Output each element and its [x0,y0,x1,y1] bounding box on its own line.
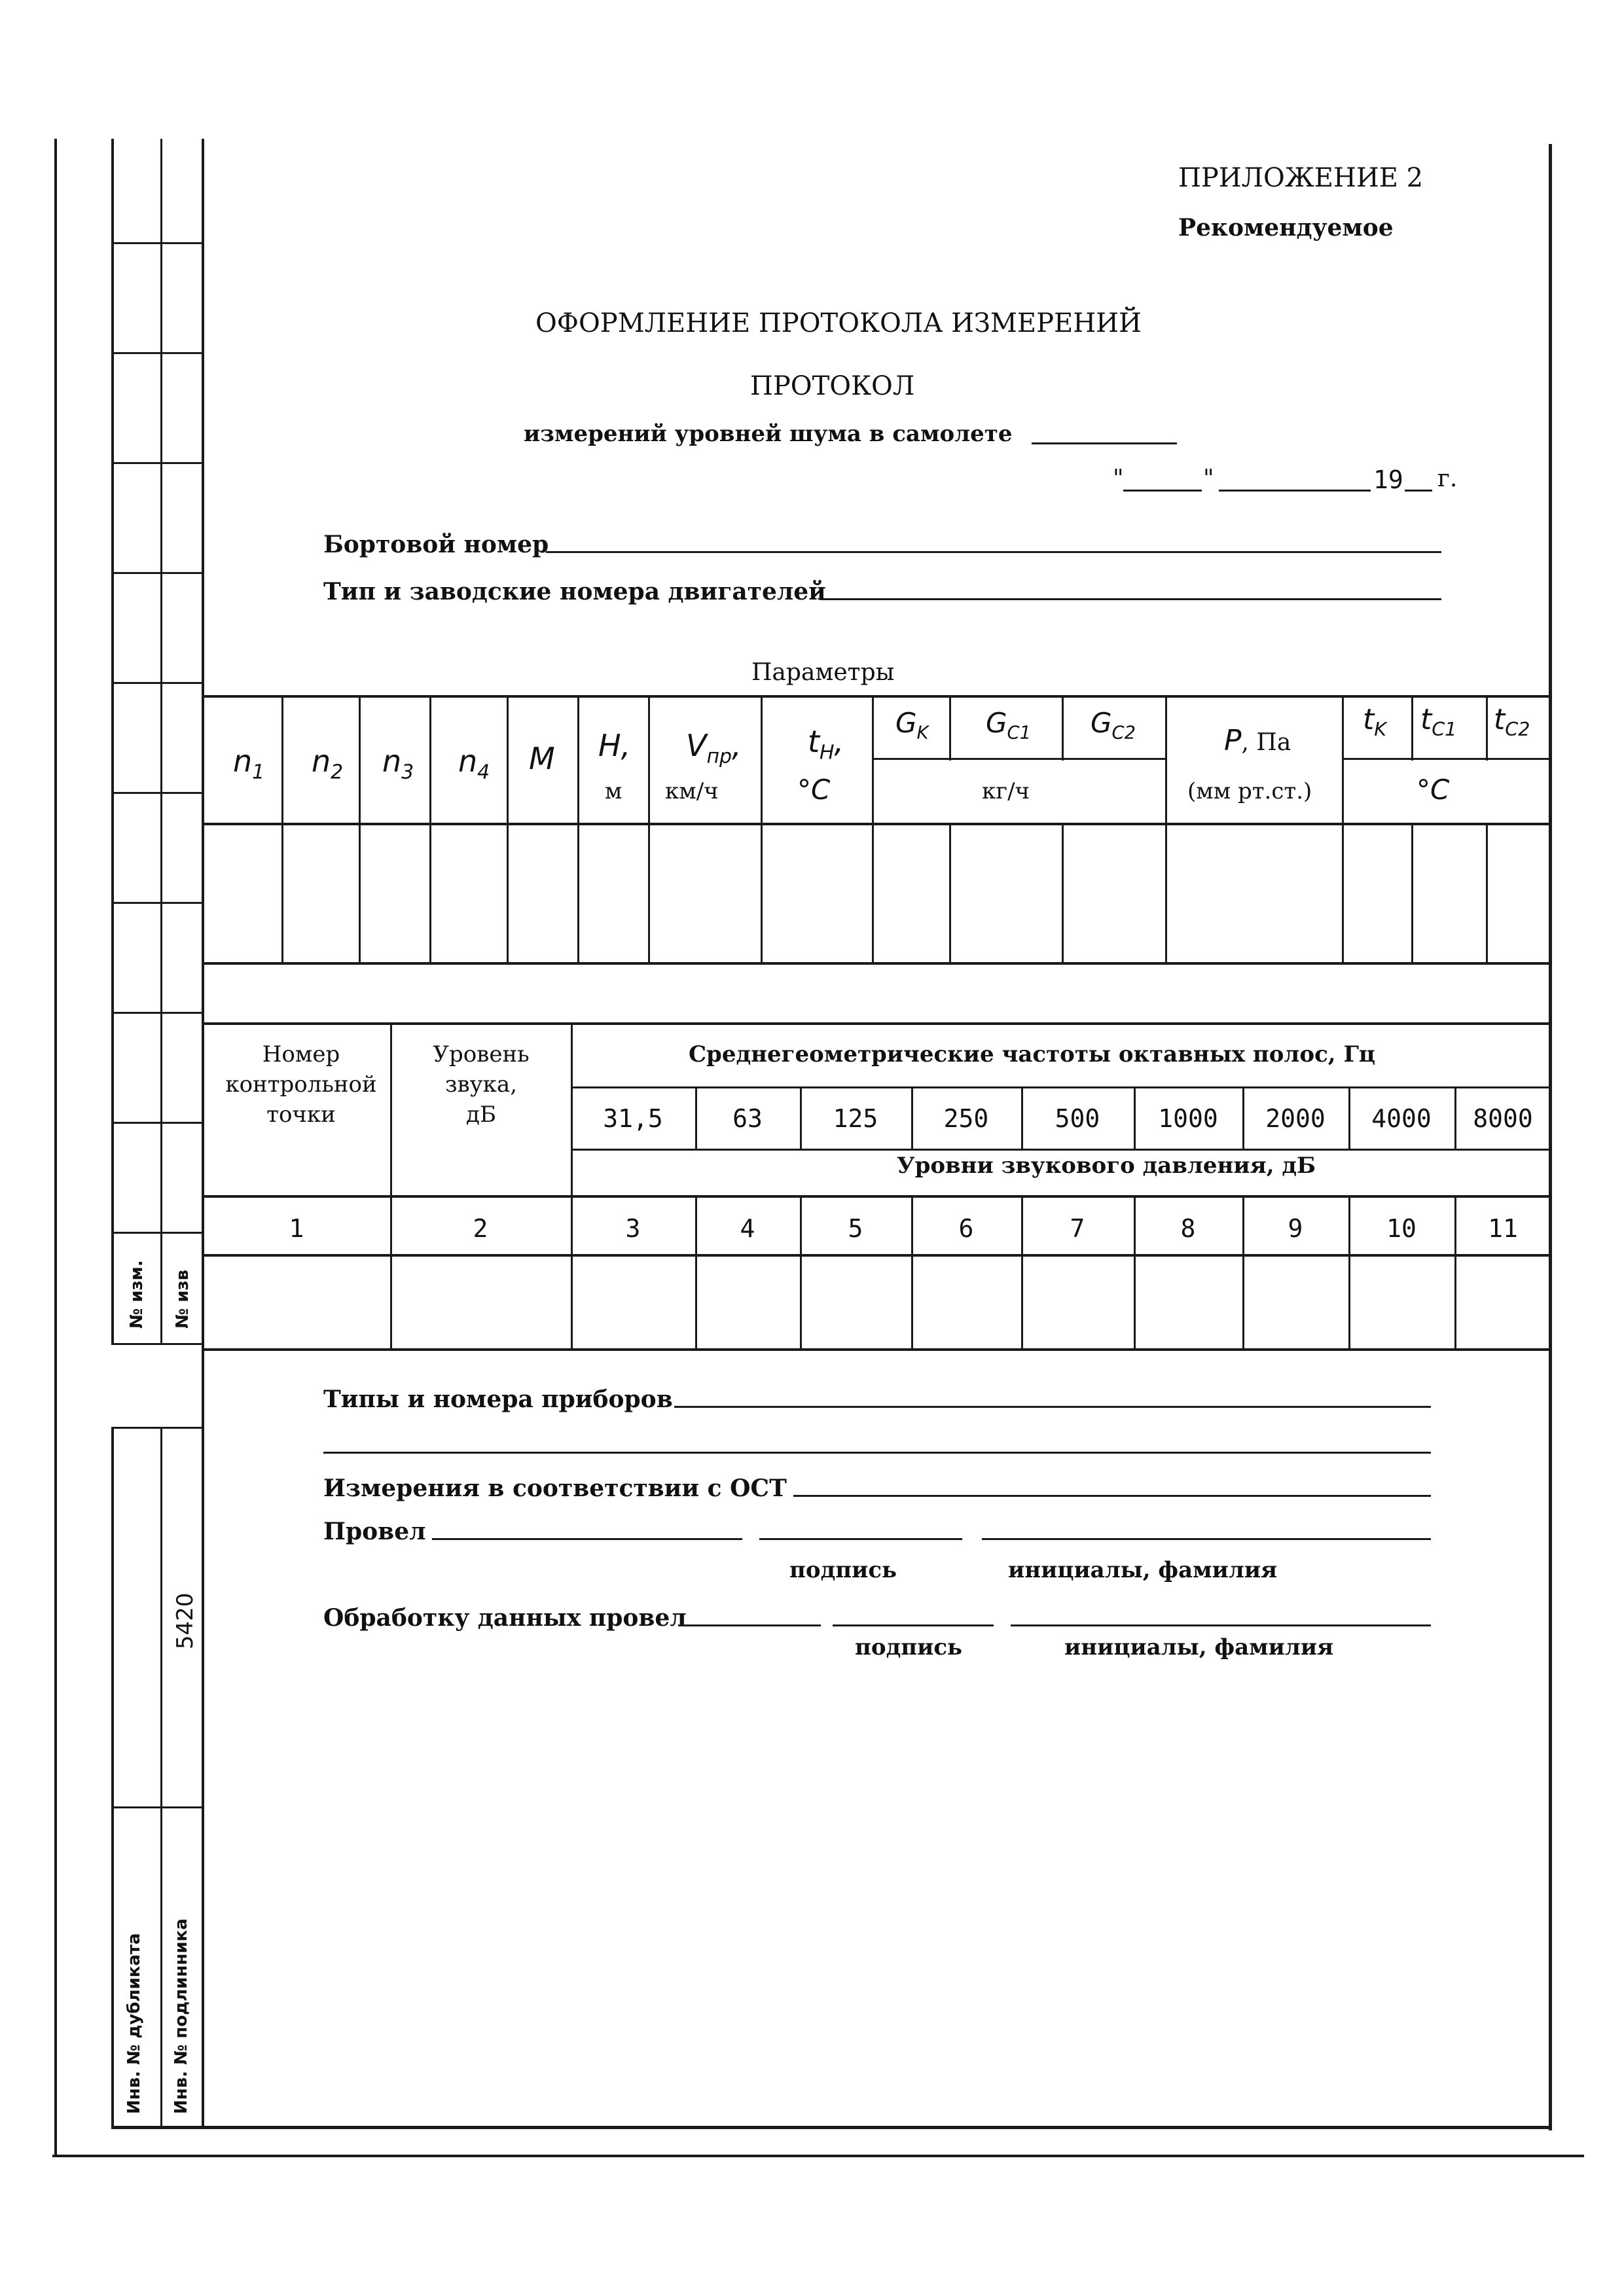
params-col-line [761,695,763,963]
param-speed: $V_{пр}$, [686,728,742,768]
aircraft-blank[interactable] [1032,442,1177,444]
margin-row-line [111,1012,203,1014]
board-number-label: Бортовой номер [323,531,549,558]
instruments-label: Типы и номера приборов [323,1386,673,1413]
page-bottom-line [52,2155,1584,2157]
instruments-blank-2[interactable] [323,1452,1431,1454]
param-mach: M [529,741,555,776]
margin-strip-mid [160,139,162,1343]
appendix-label: ПРИЛОЖЕНИЕ 2 [1178,163,1424,193]
param-gk: $G_K$ [895,707,929,744]
margin-row-line [111,902,203,904]
params-col-line [648,695,650,963]
params-col-line [949,823,951,963]
column-number-cell: 1 [289,1214,304,1243]
change-number-label: № изм. [127,1260,147,1329]
processing-signature-blank[interactable] [833,1624,994,1626]
inventory-duplicate-label: Инв. № дубликата [124,1933,144,2114]
frame-bottom-border [111,2126,1552,2129]
params-bottom-border [203,962,1551,965]
param-speed-unit: км/ч [665,778,719,804]
margin-row-line [111,462,203,464]
frequency-cell: 8000 [1473,1104,1533,1133]
margin-row-line [111,1122,203,1124]
params-col-line [1411,823,1413,963]
param-g-unit: кг/ч [982,778,1030,804]
column-number-cell: 3 [625,1214,641,1243]
protocol-title: ПРОТОКОЛ [750,371,915,401]
params-col-line [872,695,874,963]
margin-lower-divider [111,1806,203,1808]
conducted-name-blank[interactable] [432,1538,742,1540]
processing-name-blank[interactable] [678,1624,821,1626]
column-number-cell: 9 [1288,1214,1303,1243]
margin-row-line [111,792,203,794]
params-g-subheader-line [872,758,1165,760]
ost-blank[interactable] [793,1495,1431,1497]
column-number-cell: 10 [1386,1214,1416,1243]
levels-col-line [571,1022,573,1350]
protocol-subtitle: измерений уровней шума в самолете [524,421,1013,447]
margin-row-line [111,1232,203,1234]
params-col-line [1062,695,1064,761]
column-number-cell: 2 [473,1214,488,1243]
param-n3: $n_3$ [382,744,414,784]
inventory-number: 5420 [172,1592,198,1649]
margin-strip-left [111,139,114,1343]
margin-lower-left [111,1427,114,2128]
engines-label: Тип и заводские номера двигателей [323,578,826,605]
frequency-cell: 63 [732,1104,763,1133]
notice-number-label: № изв [173,1269,192,1329]
params-col-line [1411,695,1413,761]
col-point-line2: контрольной [225,1071,377,1098]
column-number-cell: 7 [1070,1214,1085,1243]
date-year-prefix: 19 [1373,465,1403,494]
margin-lower-mid [160,1427,162,2128]
params-top-border [203,695,1551,698]
param-altitude-unit: м [605,778,623,804]
column-number-cell: 8 [1180,1214,1196,1243]
param-gc1: $G_{C1}$ [986,707,1031,744]
param-tc1: $t_{C1}$ [1420,703,1457,740]
params-col-line [949,695,951,761]
date-month-blank[interactable] [1219,490,1371,492]
params-col-line [1165,695,1167,963]
margin-row-line [111,1343,203,1345]
instruments-blank[interactable] [674,1406,1431,1408]
column-number-cell: 6 [958,1214,974,1243]
levels-col-line [390,1022,392,1350]
param-altitude: H, [598,728,631,763]
param-t-unit: °С [1416,774,1450,806]
column-number-cell: 5 [848,1214,863,1243]
column-number-cell: 11 [1488,1214,1518,1243]
params-header-bottom [203,823,1551,825]
date-quote-close: " [1203,465,1214,492]
page-title: ОФОРМЛЕНИЕ ПРОТОКОЛА ИЗМЕРЕНИЙ [535,308,1142,338]
left-margin-line-outer [54,139,57,2155]
params-col-line [281,695,283,963]
margin-row-line [111,682,203,684]
param-n1: $n_1$ [233,744,265,784]
frequency-cell: 31,5 [603,1104,663,1133]
date-year-blank[interactable] [1405,490,1432,492]
conducted-signature-blank[interactable] [759,1538,962,1540]
param-tk: $t_K$ [1363,703,1387,740]
param-tc2: $t_{C2}$ [1494,703,1530,740]
col-point-line3: точки [266,1102,336,1128]
frequency-title: Среднегеометрические частоты октавных полос, Гц [689,1041,1376,1067]
processing-initials-caption: инициалы, фамилия [1064,1634,1334,1660]
params-col-line [359,695,361,963]
board-number-blank[interactable] [546,551,1441,553]
param-n4: $n_4$ [458,744,490,784]
conducted-signature-caption: подпись [789,1557,897,1583]
processing-initials-blank[interactable] [1011,1624,1431,1626]
frame-left-border [202,139,204,2128]
inventory-original-label: Инв. № подлинника [171,1918,191,2114]
params-col-line [1062,823,1064,963]
margin-row-line [111,572,203,574]
params-col-line [429,695,431,963]
levels-top-border [203,1022,1551,1025]
pressure-title: Уровни звукового давления, дБ [897,1153,1316,1179]
params-col-line [1342,695,1344,963]
col-sound-line1: Уровень [433,1041,530,1067]
frequency-cell: 1000 [1158,1104,1218,1133]
processing-signature-caption: подпись [855,1634,963,1660]
margin-lower-top [111,1427,203,1429]
margin-row-line [111,352,203,354]
param-pressure-unit: (мм рт.ст.) [1187,778,1312,804]
param-temp-h-unit: °С [797,774,831,806]
params-col-line [1486,695,1488,761]
column-number-cell: 4 [740,1214,755,1243]
levels-freq-line [571,1086,1551,1088]
param-temp-h: $t_H$, [808,724,844,764]
frequency-cell: 2000 [1265,1104,1326,1133]
conducted-label: Провел [323,1518,426,1545]
col-sound-line2: звука, [444,1071,518,1098]
frequency-cell: 500 [1055,1104,1100,1133]
frame-right-border [1549,144,1552,2130]
col-point-line1: Номер [262,1041,340,1067]
col-sound-line3: дБ [466,1102,496,1128]
params-col-line [1486,823,1488,963]
frequency-cell: 125 [833,1104,878,1133]
processing-label: Обработку данных провел [323,1604,687,1632]
date-year-suffix: г. [1437,465,1458,492]
engines-blank[interactable] [820,598,1441,600]
date-day-blank[interactable] [1123,490,1202,492]
params-col-line [577,695,579,963]
parameters-title: Параметры [751,659,895,686]
param-n2: $n_2$ [312,744,344,784]
param-gc2: $G_{C2}$ [1091,707,1136,744]
frequency-cell: 250 [943,1104,989,1133]
params-col-line [507,695,509,963]
conducted-initials-caption: инициалы, фамилия [1008,1557,1278,1583]
param-pressure: P, Па [1224,724,1291,757]
conducted-initials-blank[interactable] [982,1538,1431,1540]
margin-row-line [111,242,203,244]
ost-label: Измерения в соответствии с ОСТ [323,1475,787,1502]
date-quote-open: " [1113,465,1124,492]
levels-values-line [571,1149,1551,1151]
frequency-cell: 4000 [1371,1104,1432,1133]
params-t-subheader-line [1342,758,1551,760]
appendix-status: Рекомендуемое [1178,214,1394,242]
